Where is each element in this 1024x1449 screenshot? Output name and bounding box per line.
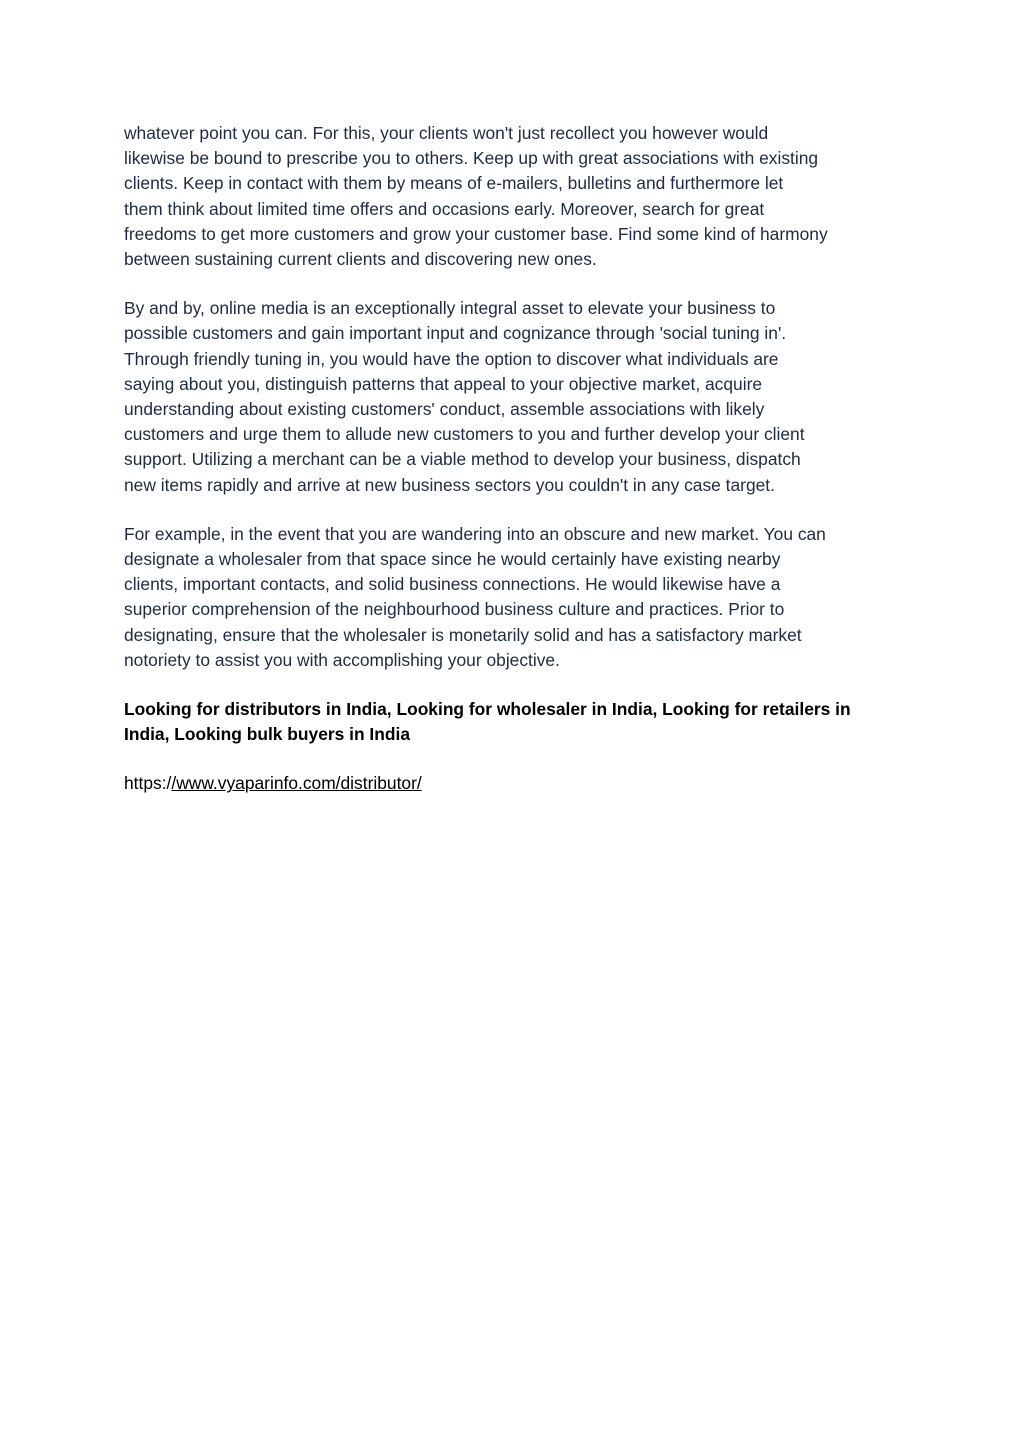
paragraph-3: For example, in the event that you are wandering into an obscure and new market. You can designate a wholesaler from that space since he would certainly have existing nearby clients, important contacts, and solid business connections. He would likewise have a superior comprehension of the neighbourhood business culture and practices. Prior to designating, ensure that the wholesaler is monetarily solid and has a satisfactory market notoriety to assist you with accomplishing your objective. <box>124 523 826 670</box>
link-prefix: https:/ <box>124 773 172 794</box>
keywords-heading: Looking for distributors in India, Looking for wholesaler in India, Looking for retailers in India, Looking bulk buyers in India <box>124 699 851 745</box>
link-line <box>124 771 904 796</box>
paragraph-2: By and by, online media is an exceptionally integral asset to elevate your business to possible customers and gain important input and cognizance through 'social tuning in'. Through friendly tuning in, you would have the option to discover what individuals are saying about you, distinguish patterns that appeal to your objective market, acquire understanding about existing customers' conduct, assemble associations with likely customers and urge them to allude new customers to you and further develop your client support. Utilizing a merchant can be a viable method to develop your business, dispatch new items rapidly and arrive at new business sectors you couldn't in any case target. <box>124 298 805 495</box>
paragraph-1: whatever point you can. For this, your clients won't just recollect you however would likewise be bound to prescribe you to others. Keep up with great associations with existing clients. Keep in contact with them by means of e-mailers, bulletins and furthermore let them think about limited time offers and occasions early. Moreover, search for great freedoms to get more customers and grow your customer base. Find some kind of harmony between sustaining current clients and discovering new ones. <box>124 123 828 270</box>
document-body <box>124 121 904 797</box>
distributor-link[interactable]: /www.vyaparinfo.com/distributor/ <box>171 773 422 794</box>
